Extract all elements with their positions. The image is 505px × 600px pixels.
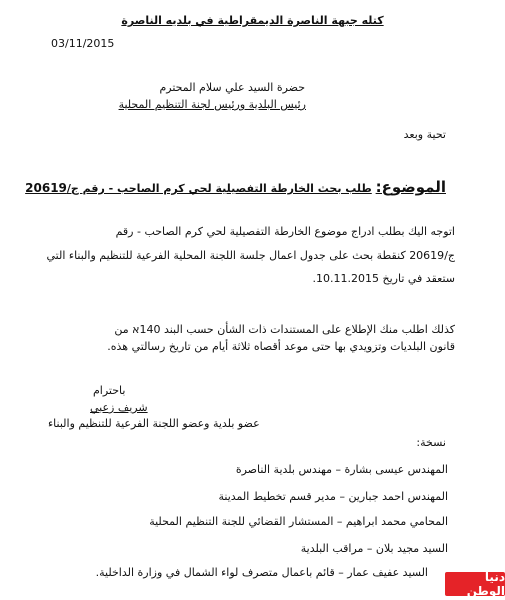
copy-recipient: المهندس احمد جبارين – مدير قسم تخطيط المدينة bbox=[218, 490, 448, 503]
greeting: تحية وبعد bbox=[403, 128, 446, 141]
copies-label: نسخة: bbox=[416, 436, 446, 449]
body-paragraph2-line: قانون البلديات وتزويدي بها حتى موعد أقصاه ثلاثة أيام من تاريخ رسالتي هذه. bbox=[107, 340, 455, 353]
subject-label: الموضوع: bbox=[375, 178, 446, 196]
signer-role: عضو بلدية وعضو اللجنة الفرعية للتنظيم والبناء bbox=[48, 417, 260, 430]
subject-text: طلب بحث الخارطة التفصيلية لحي كرم الصاحب - رقم ج/ bbox=[66, 182, 372, 195]
letter-header-title: كتله جبهة الناصرة الديمقراطية في بلديه الناصرة bbox=[121, 14, 384, 27]
copy-recipient: المحامي محمد ابراهيم – المستشار القضائي للجنة التنظيم المحلية bbox=[149, 515, 448, 528]
body-paragraph2-line: كذلك اطلب منك الإطلاع على المستندات ذات الشأن حسب البند 140א من bbox=[114, 323, 455, 336]
body-paragraph1-line: ج/20619 كنقطة بحث على جدول اعمال جلسة اللجنة المحلية الفرعية للتنظيم والبناء التي bbox=[46, 249, 455, 262]
subject-number: 20619 bbox=[25, 181, 67, 195]
body-paragraph1-line: ستعقد في تاريخ 10.11.2015. bbox=[312, 272, 455, 285]
copy-recipient: السيد عفيف عمار – قائم باعمال متصرف لواء الشمال في وزارة الداخلية. bbox=[95, 566, 428, 579]
addressee-name: حضرة السيد علي سلام المحترم bbox=[159, 81, 305, 94]
signer-name: شريف زعبي bbox=[90, 401, 148, 414]
subject-line bbox=[25, 178, 446, 196]
copy-recipient: المهندس عيسى بشارة – مهندس بلدية الناصرة bbox=[235, 463, 448, 476]
letter-date: 03/11/2015 bbox=[51, 37, 115, 50]
copy-recipient: السيد مجيد بلان – مراقب البلدية bbox=[300, 542, 448, 555]
watermark-logo: دنيا الوطن bbox=[445, 572, 505, 596]
closing-regards: باحترام bbox=[93, 384, 126, 397]
addressee-title: رئيس البلدية ورئيس لجنة التنظيم المحلية bbox=[118, 98, 306, 111]
body-paragraph1-line: اتوجه اليك بطلب ادراج موضوع الخارطة التفصيلية لحي كرم الصاحب - رقم bbox=[115, 225, 455, 238]
